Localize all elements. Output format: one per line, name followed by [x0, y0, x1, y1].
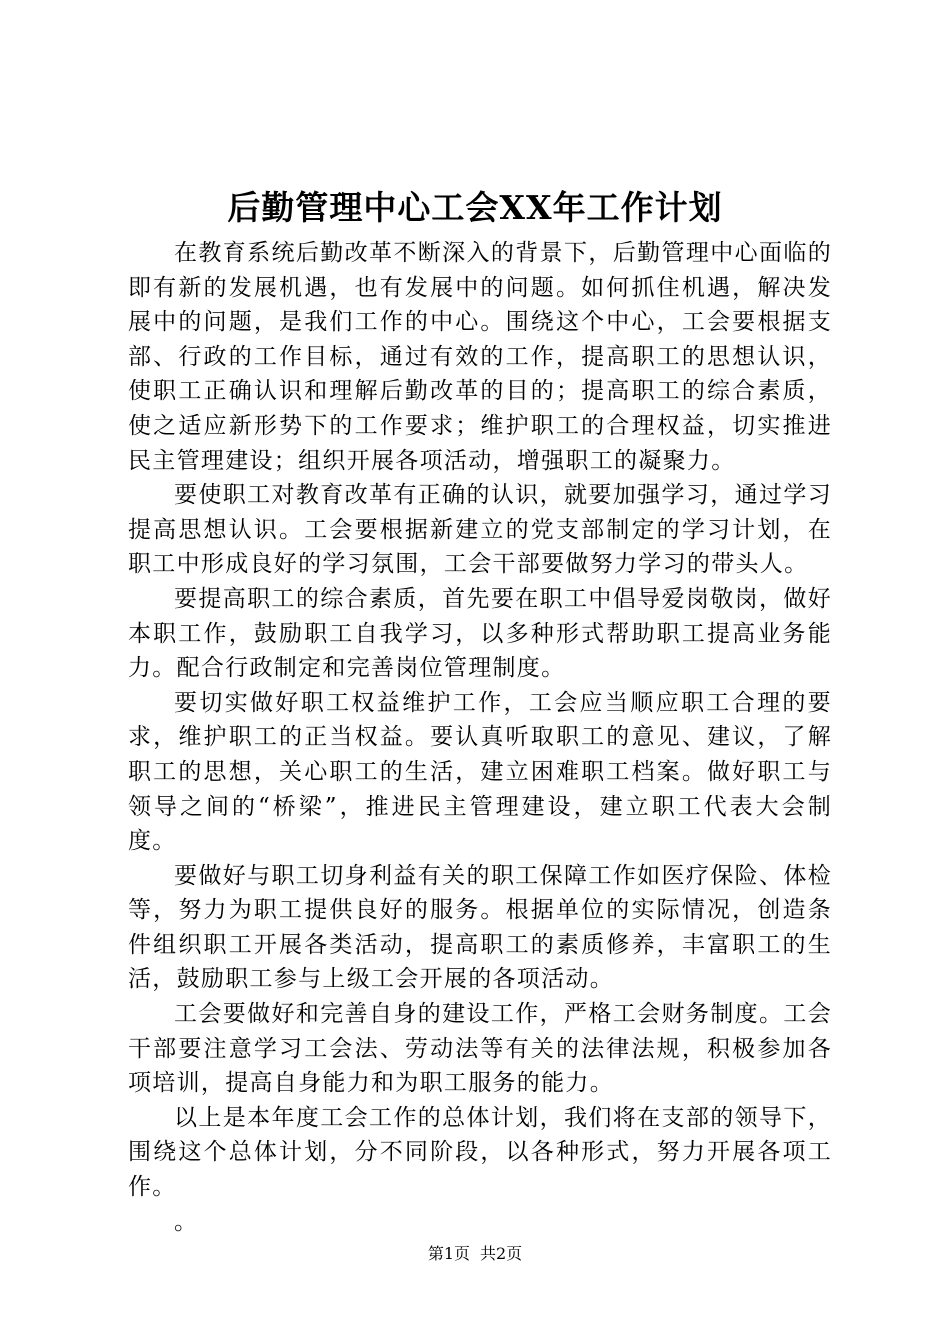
paragraph: 要做好与职工切身利益有关的职工保障工作如医疗保险、体检等，努力为职工提供良好的服务。根据单位的实际情况，创造条件组织职工开展各类活动，提高职工的素质修养，丰富职工的生活，鼓励职工参与上级工会开展的各项活动。 — [128, 862, 832, 993]
page-number-total: 共2页 — [480, 1244, 523, 1263]
paragraph: 以上是本年度工会工作的总体计划，我们将在支部的领导下，围绕这个总体计划，分不同阶段，以各种形式，努力开展各项工作。 — [128, 1104, 832, 1201]
page-footer — [0, 1243, 950, 1265]
paragraph: 要提高职工的综合素质，首先要在职工中倡导爱岗敬岗，做好本职工作，鼓励职工自我学习，以多种形式帮助职工提高业务能力。配合行政制定和完善岗位管理制度。 — [128, 585, 832, 682]
closing-mark: 。 — [174, 1208, 197, 1235]
document-title: 后勤管理中心工会XX年工作计划 — [227, 188, 723, 227]
page-number-current: 第1页 — [427, 1244, 470, 1263]
paragraph: 要使职工对教育改革有正确的认识，就要加强学习，通过学习提高思想认识。工会要根据新建立的党支部制定的学习计划，在职工中形成良好的学习氛围，工会干部要做努力学习的带头人。 — [128, 482, 832, 578]
paragraph: 工会要做好和完善自身的建设工作，严格工会财务制度。工会干部要注意学习工会法、劳动法等有关的法律法规，积极参加各项培训，提高自身能力和为职工服务的能力。 — [128, 1001, 832, 1097]
paragraph: 要切实做好职工权益维护工作，工会应当顺应职工合理的要求，维护职工的正当权益。要认真听取职工的意见、建议，了解职工的思想，关心职工的生活，建立困难职工档案。做好职工与领导之间的“桥梁”，推进民主管理建设，建立职工代表大会制度。 — [128, 689, 832, 855]
document-body — [128, 236, 832, 1239]
paragraph: 在教育系统后勤改革不断深入的背景下，后勤管理中心面临的即有新的发展机遇，也有发展中的问题。如何抓住机遇，解决发展中的问题，是我们工作的中心。围绕这个中心，工会要根据支部、行政的工作目标，通过有效的工作，提高职工的思想认识，使职工正确认识和理解后勤改革的目的；提高职工的综合素质，使之适应新形势下的工作要求；维护职工的合理权益，切实推进民主管理建设；组织开展各项活动，增强职工的凝聚力。 — [128, 240, 832, 474]
